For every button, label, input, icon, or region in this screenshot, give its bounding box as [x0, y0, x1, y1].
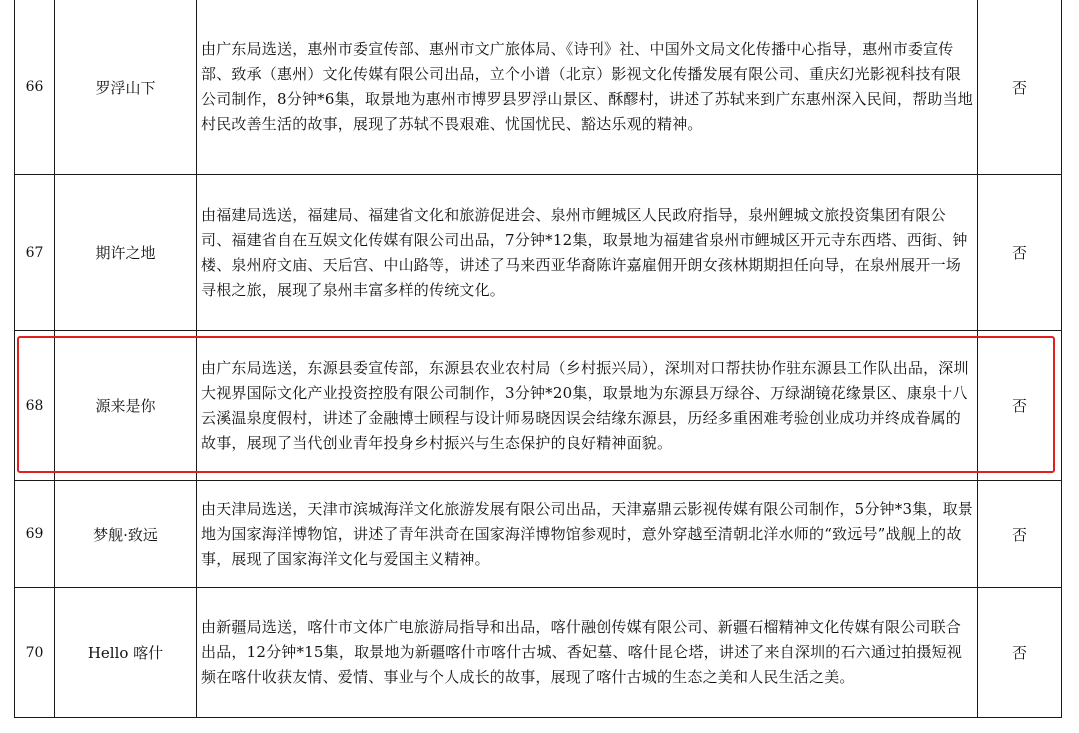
row-number: 67 [15, 175, 55, 331]
program-name: 梦舰·致远 [55, 481, 197, 588]
program-description-cell [197, 588, 978, 718]
program-table [14, 0, 1062, 718]
table-row [15, 0, 1062, 175]
program-description-cell [197, 0, 978, 175]
program-description: 由广东局选送，惠州市委宣传部、惠州市文广旅体局、《诗刊》社、中国外文局文化传播中心指导，惠州市委宣传部、致承（惠州）文化传媒有限公司出品，立个小谱（北京）影视文化传播发展有限公司、重庆幻光影视科技有限公司制作，8分钟*6集，取景地为惠州市博罗县罗浮山景区、酥醪村，讲述了苏轼来到广东惠州深入民间，帮助当地村民改善生活的故事，展现了苏轼不畏艰难、忧国忧民、豁达乐观的精神。 [201, 40, 973, 133]
table-row [15, 175, 1062, 331]
program-name: 期许之地 [55, 175, 197, 331]
program-description-cell [197, 481, 978, 588]
program-name: Hello 喀什 [55, 588, 197, 718]
row-number: 70 [15, 588, 55, 718]
program-description-cell [197, 175, 978, 331]
program-description: 由福建局选送，福建局、福建省文化和旅游促进会、泉州市鲤城区人民政府指导，泉州鲤城文旅投资集团有限公司、福建省自在互娱文化传媒有限公司出品，7分钟*12集，取景地为福建省泉州市鲤城区开元寺东西塔、西街、钟楼、泉州府文庙、天后宫、中山路等，讲述了马来西亚华裔陈许嘉雇佣开朗女孩林期期担任向导，在泉州展开一场寻根之旅，展现了泉州丰富多样的传统文化。 [201, 205, 968, 299]
program-flag: 否 [978, 175, 1062, 331]
row-number: 66 [15, 0, 55, 175]
row-number: 68 [15, 331, 55, 481]
program-flag: 否 [978, 588, 1062, 718]
program-description: 由新疆局选送，喀什市文体广电旅游局指导和出品，喀什融创传媒有限公司、新疆石榴精神文化传媒有限公司联合出品，12分钟*15集，取景地为新疆喀什市喀什古城、香妃墓、喀什昆仑塔，讲述了来自深圳的石六通过拍摄短视频在喀什收获友情、爱情、事业与个人成长的故事，展现了喀什古城的生态之美和人民生活之美。 [201, 618, 963, 686]
program-flag: 否 [978, 0, 1062, 175]
table-row [15, 481, 1062, 588]
program-description: 由天津局选送，天津市滨城海洋文化旅游发展有限公司出品，天津嘉鼎云影视传媒有限公司制作，5分钟*3集，取景地为国家海洋博物馆，讲述了青年洪奇在国家海洋博物馆参观时，意外穿越至清朝北洋水师的“致远号”战舰上的故事，展现了国家海洋文化与爱国主义精神。 [201, 499, 973, 568]
program-name: 源来是你 [55, 331, 197, 481]
table-row-highlighted [15, 331, 1062, 481]
program-flag: 否 [978, 481, 1062, 588]
table-row [15, 588, 1062, 718]
program-description-cell [197, 331, 978, 481]
program-description: 由广东局选送，东源县委宣传部，东源县农业农村局（乡村振兴局），深圳对口帮扶协作驻东源县工作队出品，深圳大视界国际文化产业投资控股有限公司制作，3分钟*20集，取景地为东源县万绿谷、万绿湖镜花缘景区、康泉十八云溪温泉度假村，讲述了金融博士顾程与设计师易晓因误会结缘东源县，历经多重困难考验创业成功并终成眷属的故事，展现了当代创业青年投身乡村振兴与生态保护的良好精神面貌。 [201, 358, 969, 452]
program-flag: 否 [978, 331, 1062, 481]
program-name: 罗浮山下 [55, 0, 197, 175]
row-number: 69 [15, 481, 55, 588]
